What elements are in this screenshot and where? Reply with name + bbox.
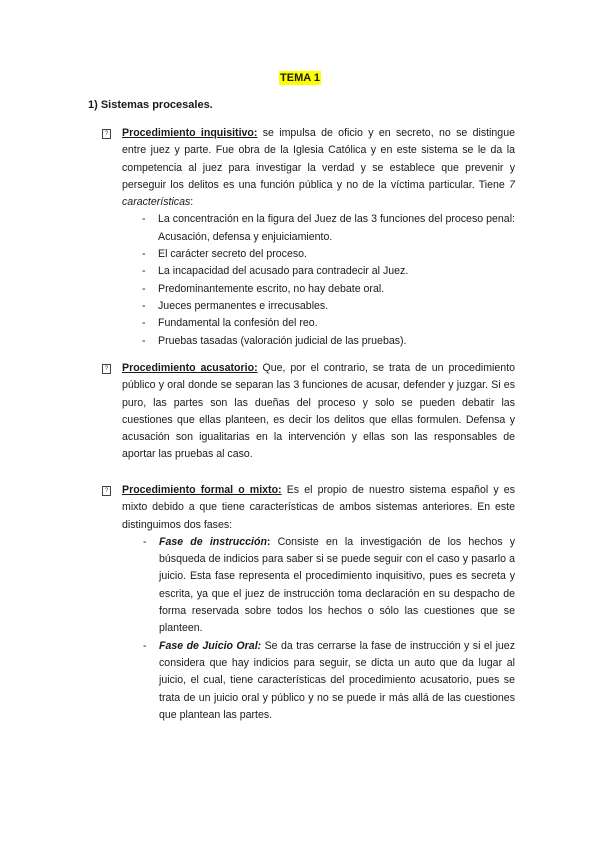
list-item <box>122 298 515 315</box>
list-item-text: Fundamental la confesión del reo. <box>158 317 318 330</box>
dash-icon: - <box>142 317 146 330</box>
dash-icon: - <box>143 535 147 548</box>
fases-list <box>122 534 515 724</box>
inquisitivo-list <box>122 211 515 349</box>
list-item-text: Pruebas tasadas (valoración judicial de las pruebas). <box>158 334 407 347</box>
list-item-text: La concentración en la figura del Juez de las 3 funciones del proceso penal: Acusación, defensa y enjuiciamiento. <box>158 213 515 243</box>
fase-item <box>122 638 515 724</box>
acusatorio-text: Que, por el contrario, se trata de un procedimiento público y oral donde se separan las 3 funciones de acusar, defender y juzgar. Si es puro, las partes son las dueñas del proceso y solo se pueden debatir las cuestiones que ellas planteen, es decir los delitos que ellas formulen. Defensa y acusación son igualitarias en la intervención y ellas son las responsables de aportar las pruebas al caso. <box>122 362 515 461</box>
bullet-box-icon: ? <box>102 364 111 374</box>
list-item-text: Predominantemente escrito, no hay debate oral. <box>158 282 385 295</box>
fase-item <box>122 534 515 638</box>
list-item <box>122 333 515 350</box>
mixto-block <box>104 482 515 724</box>
inquisitivo-text: se impulsa de oficio y en secreto, no se distingue entre juez y parte. Fue obra de la Iglesia Católica y en este sistema se le da la competencia al juez para investigar la verdad y se establece que prevenir y perseguir los delitos es una función pública y no de la víctima particular. Tiene <box>122 127 515 191</box>
dash-icon: - <box>142 299 146 312</box>
mixto-term: Procedimiento formal o mixto: <box>122 484 282 496</box>
inquisitivo-italic: 7 características <box>122 178 515 209</box>
bullet-box-icon: ? <box>102 129 111 139</box>
dash-icon: - <box>142 248 146 261</box>
inquisitivo-after: : <box>190 196 194 209</box>
dash-icon: - <box>142 213 146 226</box>
acusatorio-term: Procedimiento acusatorio: <box>122 362 258 374</box>
list-item-text: La incapacidad del acusado para contradecir al Juez. <box>158 265 409 278</box>
list-item <box>122 263 515 280</box>
fase-name: Fase de Juicio Oral: <box>159 639 262 652</box>
fase-colon: : <box>266 535 271 548</box>
inquisitivo-term: Procedimiento inquisitivo: <box>122 127 258 139</box>
list-item-text: El carácter secreto del proceso. <box>158 248 307 261</box>
mixto-text: Es el propio de nuestro sistema español y es mixto debido a que tiene características de ambos sistemas anteriores. En este distinguimos dos fases: <box>122 484 515 531</box>
list-item <box>122 246 515 263</box>
dash-icon: - <box>142 265 146 278</box>
fase-text: Se da tras cerrarse la fase de instrucción y si el juez considera que hay indicios para seguir, se dicta un auto que da lugar al juicio, el cual, tiene características del procedimiento acusatorio, pues se trata de un juicio oral y público y no se puede ir más allá de las cuestiones que plantean las partes. <box>159 639 515 721</box>
list-item <box>122 281 515 298</box>
page-title: TEMA 1 <box>280 72 320 84</box>
mixto-paragraph <box>122 482 515 534</box>
dash-icon: - <box>142 334 146 347</box>
list-item-text: Jueces permanentes e irrecusables. <box>158 299 329 312</box>
section-heading: 1) Sistemas procesales. <box>88 99 213 111</box>
dash-icon: - <box>143 639 147 652</box>
title-wrapper <box>0 70 600 87</box>
bullet-box-icon: ? <box>102 486 111 496</box>
list-item <box>122 315 515 332</box>
dash-icon: - <box>142 282 146 295</box>
list-item <box>122 211 515 246</box>
fase-name: Fase de instrucción <box>159 535 267 548</box>
acusatorio-paragraph <box>122 360 515 464</box>
fase-text: Consiste en la investigación de los hechos y búsqueda de indicios para saber si se puede seguir con el caso y pasarlo a juicio. Esta fase representa el procedimiento inquisitivo, pues es secreta y escrita, ya que el juez de instrucción toma declaración en su despacho de forma reservada sobre todos los hechos o sólo las cuestiones que se planteen. <box>159 535 515 635</box>
acusatorio-block <box>104 360 515 464</box>
inquisitivo-block <box>104 125 515 350</box>
inquisitivo-paragraph <box>122 125 515 211</box>
